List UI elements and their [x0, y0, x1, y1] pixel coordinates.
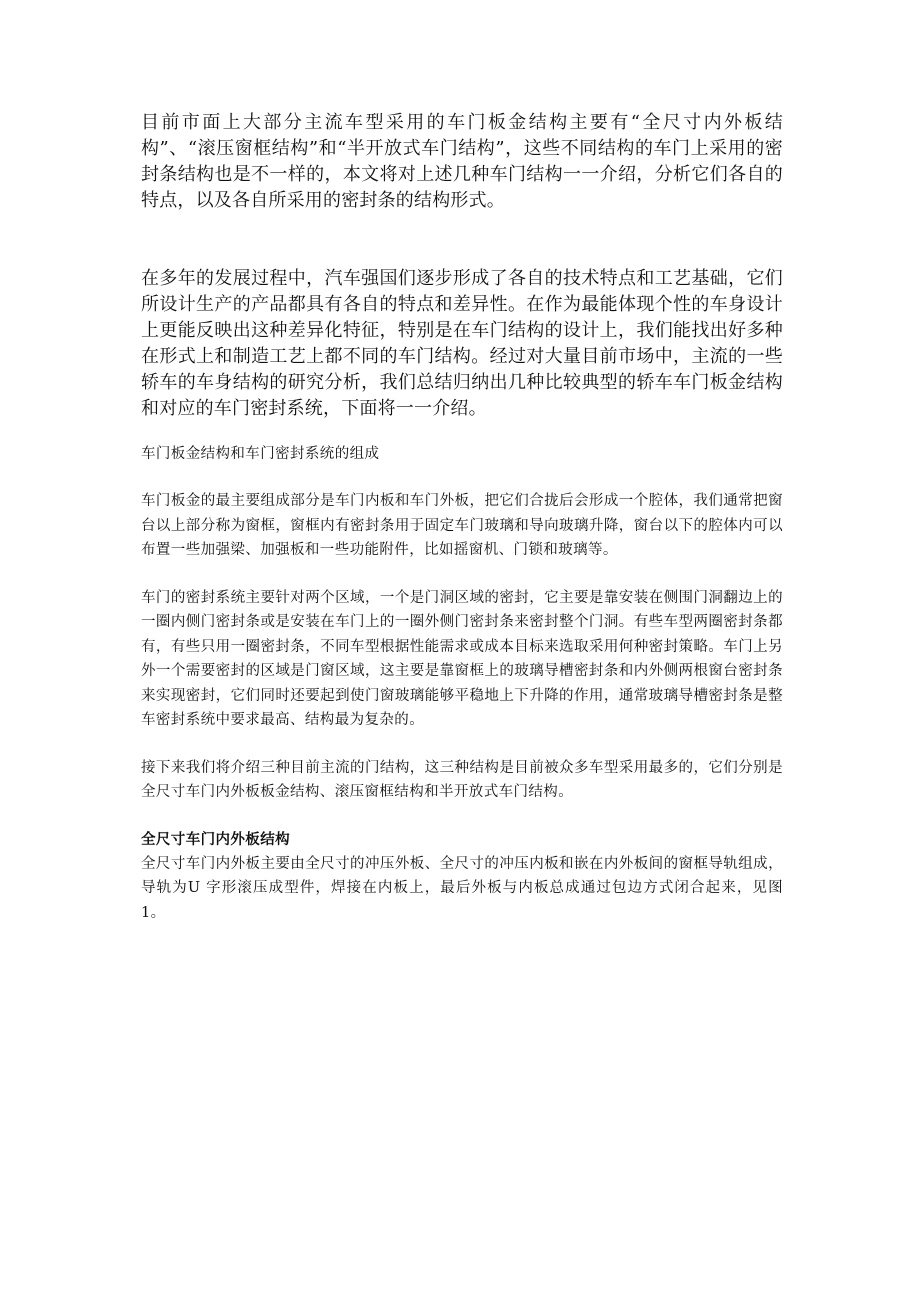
section-heading: 车门板金结构和车门密封系统的组成 — [141, 446, 380, 462]
spacer — [141, 422, 783, 442]
development-paragraph: 在多年的发展过程中，汽车强国们逐步形成了各自的技术特点和工艺基础，它们所设计生产的产品都具有各自的特点和差异性。在作为最能体现个性的车身设计上更能反映出这种差异化特征，特别是在车门结构的设计上，我们能找出好多种在形式上和制造工艺上都不同的车门结构。经过对大量目前市场中，主流的一些轿车的车身结构的研究分析，我们总结归纳出几种比较典型的轿车车门板金结构和对应的车门密封系统，下面将一一介绍。 — [141, 268, 783, 419]
spacer — [141, 214, 783, 266]
full-size-paragraph: 全尺寸车门内外板主要由全尺寸的冲压外板、全尺寸的冲压内板和嵌在内外板间的窗框导轨组成，导轨为U 字形滚压成型件，焊接在内板上，最后外板与内板总成通过包边方式闭合起来，见图 1。 — [141, 855, 783, 921]
next-paragraph: 接下来我们将介绍三种目前主流的门结构，这三种结构是目前被众多车型采用最多的，它们分别是全尺寸车门内外板板金结构、滚压窗框结构和半开放式车门结构。 — [141, 759, 783, 800]
subheading-full-size: 全尺寸车门内外板结构 — [141, 830, 290, 848]
sealing-paragraph: 车门的密封系统主要针对两个区域，一个是门洞区域的密封，它主要是靠安装在侧围门洞翻边上的一圈内侧门密封条或是安装在车门上的一圈外侧门密封条来密封整个门洞。有些车型两圈密封条都有，有些只用一圈密封条，不同车型根据性能需求或成本目标来选取采用何种密封策略。车门上另外一个需要密封的区域是门窗区域，这主要是靠窗框上的玻璃导槽密封条和内外侧两根窗台密封条来实现密封，它们同时还要起到使门窗玻璃能够平稳地上下升降的作用，通常玻璃导槽密封条是整车密封系统中要求最高、结构最为复杂的。 — [141, 589, 783, 728]
spacer — [141, 805, 783, 828]
intro-paragraph: 目前市面上大部分主流车型采用的车门板金结构主要有“全尺寸内外板结构”、“滚压窗框结构”和“半开放式车门结构”，这些不同结构的车门上采用的密封条结构也是不一样的，本文将对上述几种车门结构一一介绍，分析它们各自的特点，以及各自所采用的密封条的结构形式。 — [141, 112, 783, 211]
spacer — [141, 466, 783, 489]
spacer — [141, 733, 783, 756]
composition-paragraph: 车门板金的最主要组成部分是车门内板和车门外板，把它们合拢后会形成一个腔体，我们通常把窗台以上部分称为窗框，窗框内有密封条用于固定车门玻璃和导向玻璃升降，窗台以下的腔体内可以布置一些加强梁、加强板和一些功能附件，比如摇窗机、门锁和玻璃等。 — [141, 493, 783, 558]
document-page — [141, 110, 783, 925]
spacer — [141, 563, 783, 586]
